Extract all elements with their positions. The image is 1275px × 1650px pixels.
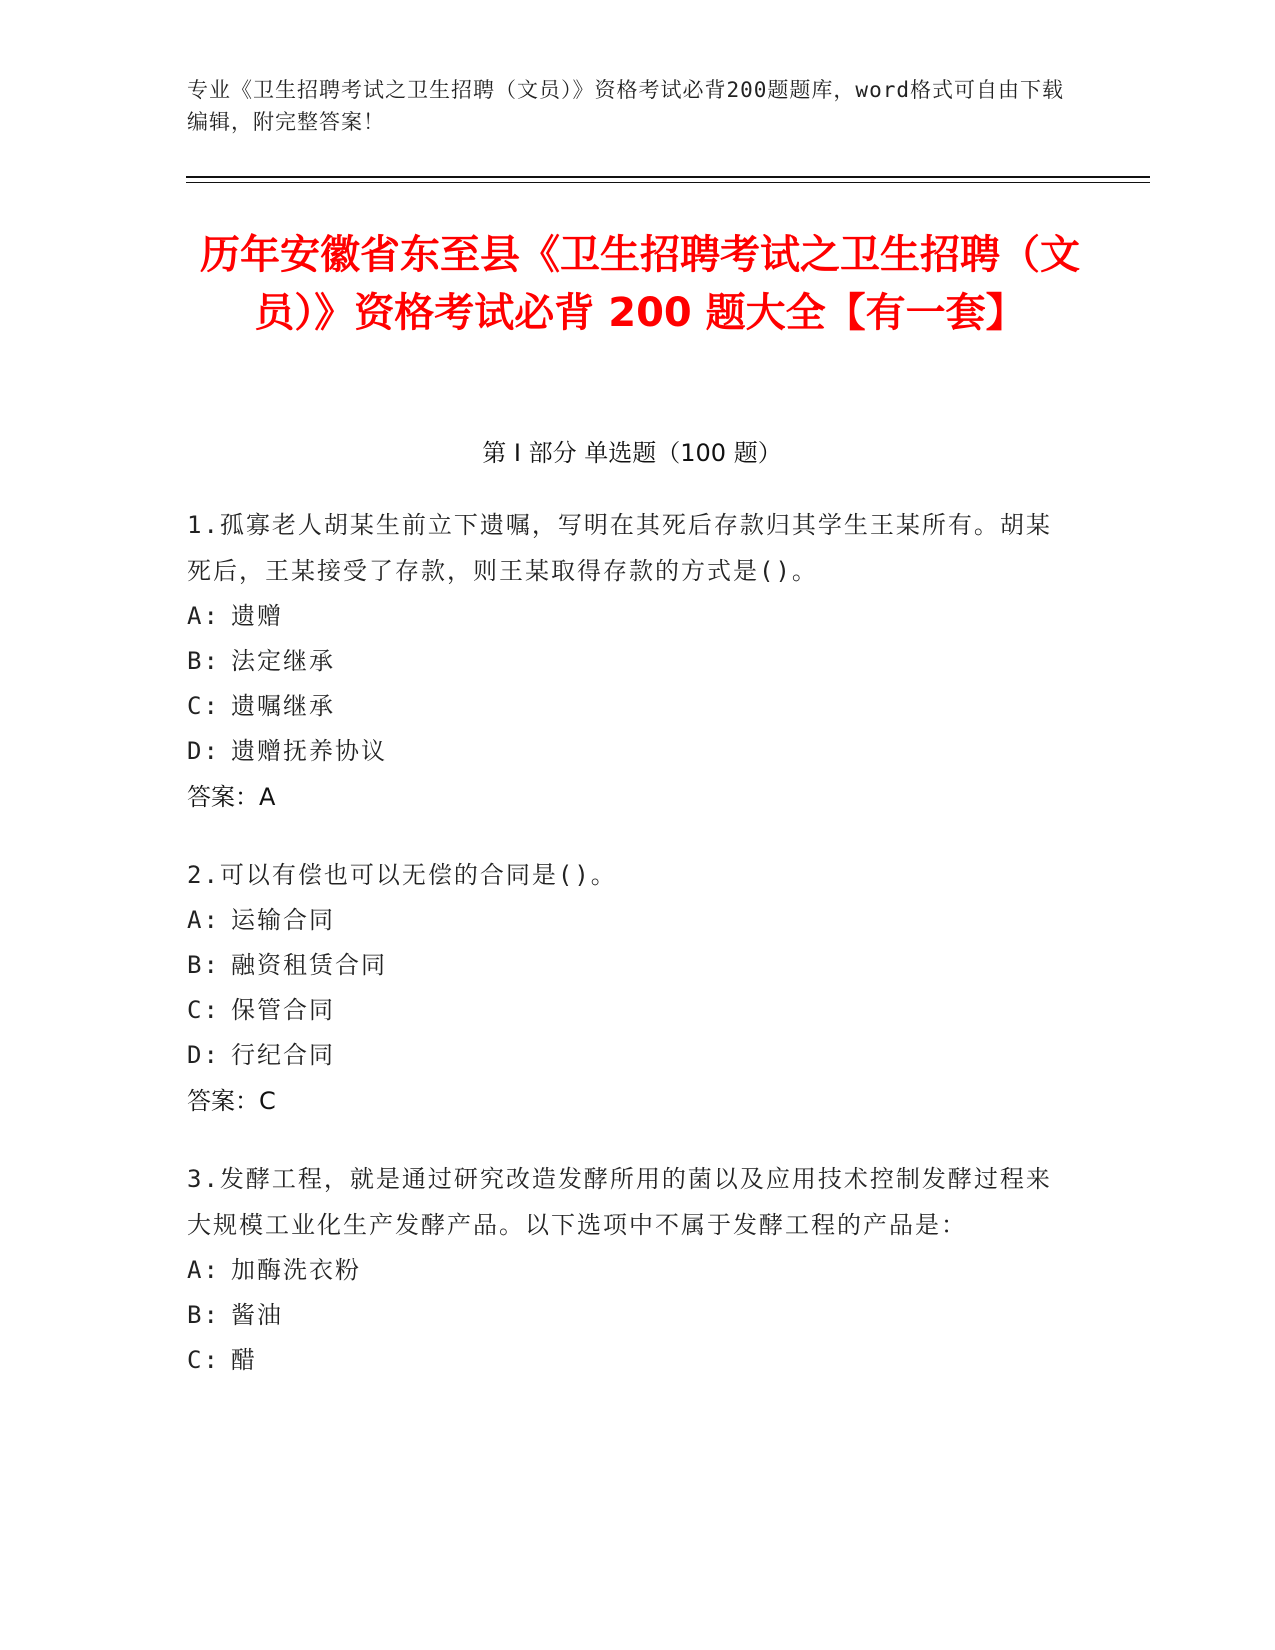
option-c [187,684,1067,729]
option-text: 行纪合同 [231,1041,335,1069]
option-text: 遗嘱继承 [231,692,335,720]
answer-line: 答案：A [187,783,276,811]
option-a [187,1248,1067,1293]
header-note: 专业《卫生招聘考试之卫生招聘（文员）》资格考试必背200题题库，word格式可自由下载编辑，附完整答案！ [187,78,1064,134]
option-b [187,1293,1067,1338]
option-text: 醋 [231,1346,257,1374]
option-letter: D: [187,737,220,765]
header-divider-thin [186,182,1150,183]
option-text: 遗赠抚养协议 [231,737,387,765]
document-title: 历年安徽省东至县《卫生招聘考试之卫生招聘（文员）》资格考试必背 200 题大全【有一套】 [200,232,1080,336]
option-d [187,729,1067,774]
option-text: 加酶洗衣粉 [231,1256,361,1284]
question-stem: 3.发酵工程，就是通过研究改造发酵所用的菌以及应用技术控制发酵过程来大规模工业化生产发酵产品。以下选项中不属于发酵工程的产品是： [187,1165,1052,1239]
option-letter: B: [187,951,220,979]
question-stem: 2.可以有偿也可以无偿的合同是()。 [187,861,617,889]
option-letter: A: [187,602,220,630]
option-a [187,594,1067,639]
question-2 [187,852,1067,1124]
option-c [187,1338,1067,1383]
option-letter: C: [187,692,220,720]
option-b [187,639,1067,684]
option-text: 运输合同 [231,906,335,934]
section-heading: 第 I 部分 单选题（100 题） [482,439,782,467]
header-divider-thick [186,176,1150,178]
option-letter: A: [187,906,220,934]
option-a [187,898,1067,943]
option-letter: B: [187,1301,220,1329]
question-3 [187,1156,1067,1383]
option-letter: D: [187,1041,220,1069]
option-c [187,988,1067,1033]
question-stem: 1.孤寡老人胡某生前立下遗嘱，写明在其死后存款归其学生王某所有。胡某死后，王某接受了存款，则王某取得存款的方式是()。 [187,511,1052,585]
question-1 [187,502,1067,820]
option-text: 融资租赁合同 [231,951,387,979]
option-b [187,943,1067,988]
answer-line: 答案：C [187,1087,276,1115]
option-text: 遗赠 [231,602,283,630]
option-text: 保管合同 [231,996,335,1024]
option-letter: A: [187,1256,220,1284]
option-text: 法定继承 [231,647,335,675]
option-text: 酱油 [231,1301,283,1329]
option-letter: C: [187,996,220,1024]
option-letter: C: [187,1346,220,1374]
option-d [187,1033,1067,1078]
option-letter: B: [187,647,220,675]
